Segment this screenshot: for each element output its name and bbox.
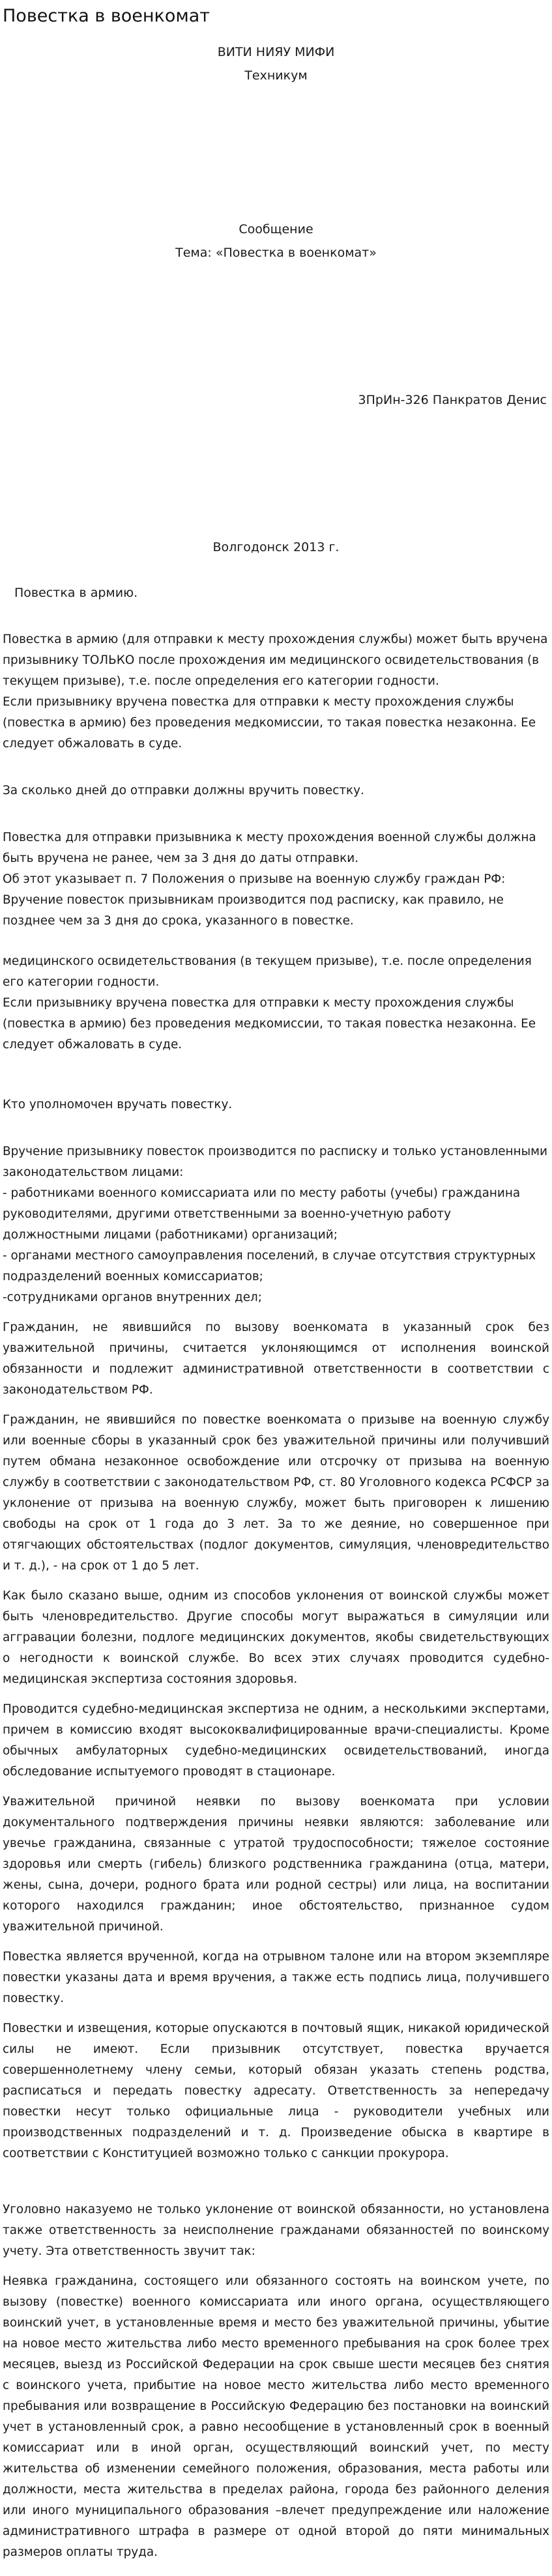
paragraph: Вручение призывнику повесток производится по расписку и только установленными законодательством лицами:: [3, 1145, 547, 1179]
paragraph: Если призывнику вручена повестка для отправки к месту прохождения службы (повестка в армию) без проведения медкомиссии, то такая повестка незаконна. Ее следует обжаловать в суде.: [3, 695, 536, 751]
document-title: Повестка в военкомат: [3, 6, 211, 26]
paragraph: Если призывнику вручена повестка для отправки к месту прохождения службы (повестка в армию) без проведения медкомиссии, то такая повестка незаконна. Ее следует обжаловать в суде.: [3, 996, 536, 1052]
paragraph: Повестка в армию (для отправки к месту прохождения службы) может быть вручена призывнику ТОЛЬКО после прохождения им медицинского освидетельствования (в текущем призыве), т.е. после определения его категории годности.: [3, 633, 548, 688]
paragraph: Неявка гражданина, состоящего или обязанного состоять на воинском учете, по вызову (повестке) военного комиссариата или иного органа, осуществляющего воинский учет, в установленные время и место без уважительной причины, убытие на новое место жительства либо место временного пребывания на срок более трех месяцев, выезд из Российской Федерации на срок свыше шести месяцев без снятия с воинского учета, прибытие на новое место жительства либо место временного пребывания или возвращение в Российскую Федерацию без постановки на воинский учет в установленный срок, а равно несообщение в установленный срок в военный комиссариат или в иной орган, осуществляющий воинский учет, по месту жительства об изменении семейного положения, образования, места работы или должности, места жительства в пределах района, города без районного деления или иного муниципального образования –влечет предупреждение или наложение административного штрафа в размере от одной второй до пяти минимальных размеров оплаты труда.: [3, 2274, 549, 2559]
paragraph: Гражданин, не явившийся по вызову военкомата в указанный срок без уважительной причины, считается уклоняющимся от исполнения воинской обязанности и подлежит административной ответственности в соответствии с законодательством РФ.: [3, 1321, 549, 1397]
place-year: Волгодонск 2013 г.: [212, 540, 340, 554]
paragraph: Повестки и извещения, которые опускаются в почтовый ящик, никакой юридической силы не имеют. Если призывник отсутствует, повестка вручается совершеннолетнему члену семьи, который обязан указать степень родства, расписаться и передать повестку адресату. Ответственность за непередачу повестки несут только официальные лица - руководители учебных или производственных подразделений и т. д. Произведение обыска в квартире в соответствии с Конституцией возможно только с санкции прокурора.: [3, 2022, 549, 2160]
paragraph: Уважительной причиной неявки по вызову военкомата при условии документального подтверждения причины неявки являются: заболевание или увечье гражданина, связанные с утратой трудоспособности; тяжелое состояние здоровья или смерть (гибель) близкого родственника гражданина (отца, матери, жены, сына, дочери, родного брата или родной сестры) или лица, на воспитании которого находился гражданин; иное обстоятельство, признанное судом уважительной причиной.: [3, 1795, 549, 1934]
list-item: - работниками военного комиссариата или по месту работы (учебы) гражданина руководителями, другими ответственными за военно-учетную работу должностными лицами (работниками) организаций;: [3, 1186, 521, 1242]
paragraph: Как было сказано выше, одним из способов уклонения от воинской службы может быть членовредительство. Другие способы могут выражаться в симуляции или аггравации болезни, подлоге медицинских документов, якобы свидетельствующих о негодности к воинской службе. Во всех этих случаях проводится судебно-медицинская экспертиза состояния здоровья.: [3, 1589, 549, 1686]
section-heading: За сколько дней до отправки должны вручить повестку.: [3, 784, 364, 797]
paragraph: Повестка является врученной, когда на отрывном талоне или на втором экземпляре повестки указаны дата и время вручения, а также есть подпись лица, получившего повестку.: [3, 1950, 549, 2005]
document-kind: Сообщение: [239, 222, 313, 236]
list-item: - органами местного самоуправления поселений, в случае отсутствия структурных подразделений военных комиссариатов;: [3, 1249, 536, 1283]
paragraph: Повестка для отправки призывника к месту прохождения военной службы должна быть вручена не ранее, чем за 3 дня до даты отправки.: [3, 831, 536, 865]
paragraph: Проводится судебно-медицинская экспертиза не одним, а несколькими экспертами, причем в комиссию входят высококвалифицированные врачи-специалисты. Кроме обычных амбулаторных судебно-медицинских освидетельствований, иногда обследование испытуемого проводят в стационаре.: [3, 1702, 549, 1779]
org-name: ВИТИ НИЯУ МИФИ: [217, 45, 335, 59]
paragraph: Гражданин, не явившийся по повестке военкомата о призыве на военную службу или военные сборы в указанный срок без уважительной причины или получивший путем обмана незаконное освобождение или отсрочку от призыва на военную службу в соответствии с законодательством РФ, ст. 80 Уголовного кодекса РСФСР за уклонение от призыва на военную службу, может быть приговорен к лишению свободы на срок от 1 года до 3 лет. За то же деяние, но совершенное при отягчающих обстоятельствах (подлог документов, симуляция, членовредительство и т. д.), - на срок от 1 до 5 лет.: [3, 1413, 549, 1573]
document-topic: Тема: «Повестка в военкомат»: [175, 246, 377, 260]
list-item: -сотрудниками органов внутренних дел;: [3, 1291, 262, 1304]
paragraph: медицинского освидетельствования (в текущем призыве), т.е. после определения его категории годности.: [3, 954, 532, 989]
author-line: 3ПрИн-326 Панкратов Денис: [358, 393, 547, 407]
paragraph: Об этот указывает п. 7 Положения о призыве на военную службу граждан РФ: Вручение повесток призывникам производится под расписку, как правило, не позднее чем за 3 дня до срока, указанного в повестке.: [3, 872, 506, 928]
section-heading: Кто уполномочен вручать повестку.: [3, 1098, 233, 1111]
org-subdivision: Техникум: [244, 68, 308, 83]
paragraph: Уголовно наказуемо не только уклонение от воинской обязанности, но установлена также ответственность за неисполнение гражданами обязанностей по воинскому учету. Эта ответственность звучит так:: [3, 2203, 549, 2258]
section-heading: Повестка в армию.: [14, 586, 138, 600]
